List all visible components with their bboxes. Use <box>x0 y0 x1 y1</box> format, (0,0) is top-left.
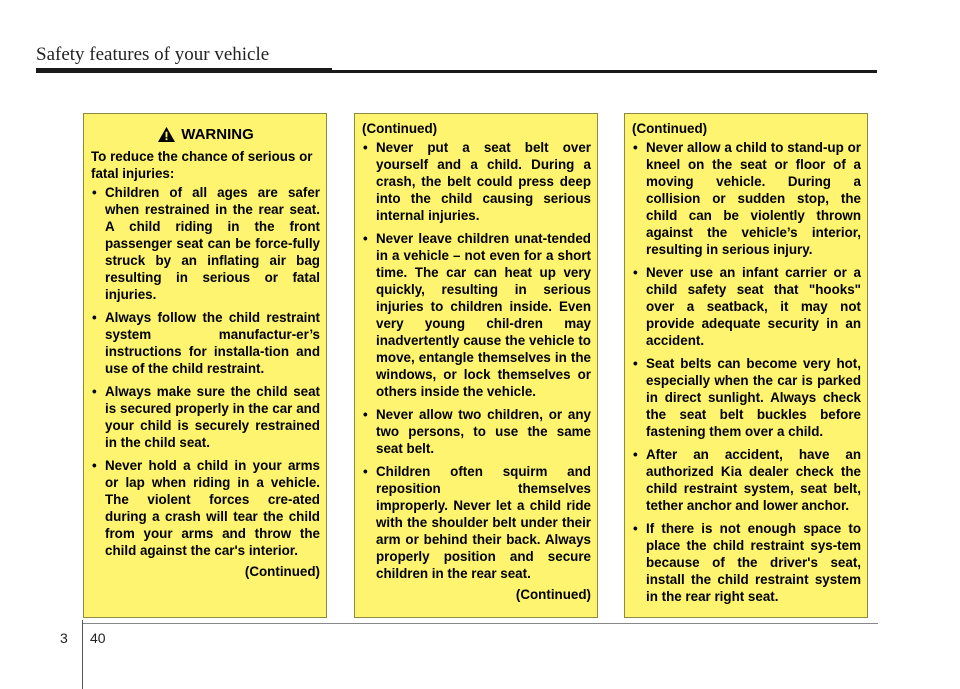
list-item-text: Children often squirm and reposition themselves improperly. Never let a child ride with the shoulder belt under their arm or behind their back. Always properly position and secure children in the rear seat. <box>376 464 591 581</box>
list-item-text: Children of all ages are safer when restrained in the rear seat. A child riding in the front passenger seat can be force-fully struck by an inflating air bag resulting in serious or fatal injuries. <box>105 185 320 302</box>
bullet: • <box>633 356 638 371</box>
bullet: • <box>363 407 368 422</box>
list-item <box>632 446 861 514</box>
continued-label: (Continued) <box>244 564 320 579</box>
list-item-text: Never allow a child to stand-up or kneel on the seat or floor of a moving vehicle. During a collision or sudden stop, the child can be violently thrown against the vehicle’s interior, resulting in serious injury. <box>646 140 861 257</box>
list-item-text: Never put a seat belt over yourself and a child. During a crash, the belt could press deep into the child causing serious internal injuries. <box>376 140 591 223</box>
warning-heading-text: WARNING <box>181 126 254 143</box>
page-number: 40 <box>90 630 106 646</box>
warning-list <box>91 184 320 559</box>
list-item <box>632 355 861 440</box>
bullet: • <box>92 458 97 473</box>
list-item-text: Never leave children unat-tended in a vehicle – not even for a short time. The car can heat up very quickly, resulting in serious injuries to children inside. Even very young chil-dren may inadvertently cause the vehicle to move, entangle themselves in the windows, or lock themselves or others inside the vehicle. <box>376 231 591 399</box>
bullet: • <box>363 140 368 155</box>
footer-rule <box>82 623 878 624</box>
continued-box-2 <box>354 113 598 618</box>
bullet: • <box>92 310 97 325</box>
list-item-text: If there is not enough space to place the child restraint sys-tem because of the driver's seat, install the child restraint system in the rear right seat. <box>646 521 861 604</box>
warning-list-3 <box>632 139 861 605</box>
list-item <box>91 457 320 559</box>
bullet: • <box>92 185 97 200</box>
warning-intro: To reduce the chance of serious or fatal injuries: <box>91 149 313 181</box>
bullet: • <box>363 231 368 246</box>
list-item <box>362 406 591 457</box>
list-item <box>91 309 320 377</box>
continued-label: (Continued) <box>515 587 591 602</box>
bullet: • <box>633 521 638 536</box>
warning-triangle-icon <box>157 126 176 143</box>
list-item <box>632 264 861 349</box>
list-item <box>91 184 320 303</box>
bullet: • <box>363 464 368 479</box>
list-item <box>362 230 591 400</box>
list-item <box>632 520 861 605</box>
list-item-text: Never allow two children, or any two persons, to use the same seat belt. <box>376 407 591 456</box>
bullet: • <box>633 265 638 280</box>
list-item-text: Always make sure the child seat is secured properly in the car and your child is securely restrained in the child seat. <box>105 384 320 450</box>
page-header-title: Safety features of your vehicle <box>36 44 270 65</box>
page-number-separator <box>82 620 83 689</box>
warning-box <box>83 113 327 618</box>
bullet: • <box>633 140 638 155</box>
list-item-text: Never hold a child in your arms or lap when riding in a vehicle. The violent forces cre-ated during a crash will tear the child from your arms and throw the child against the car's interior. <box>105 458 320 558</box>
list-item-text: Seat belts can become very hot, especially when the car is parked in direct sunlight. Always check the seat belt buckles before fastening them over a child. <box>646 356 861 439</box>
bullet: • <box>633 447 638 462</box>
chapter-number: 3 <box>60 630 68 646</box>
list-item-text: Never use an infant carrier or a child safety seat that "hooks" over a seatback, it may not provide adequate security in an accident. <box>646 265 861 348</box>
list-item-text: Always follow the child restraint system manufactur-er’s instructions for installa-tion and use of the child restraint. <box>105 310 320 376</box>
list-item <box>91 383 320 451</box>
bullet: • <box>92 384 97 399</box>
warning-heading <box>91 126 320 143</box>
list-item-text: After an accident, have an authorized Kia dealer check the child restraint system, seat belt, tether anchor and lower anchor. <box>646 447 861 513</box>
continued-top-label: (Continued) <box>362 121 438 136</box>
list-item <box>362 139 591 224</box>
list-item <box>632 139 861 258</box>
warning-list-2 <box>362 139 591 582</box>
continued-top-label: (Continued) <box>632 121 708 136</box>
header-rule <box>36 70 877 73</box>
list-item <box>362 463 591 582</box>
continued-box-3 <box>624 113 868 618</box>
